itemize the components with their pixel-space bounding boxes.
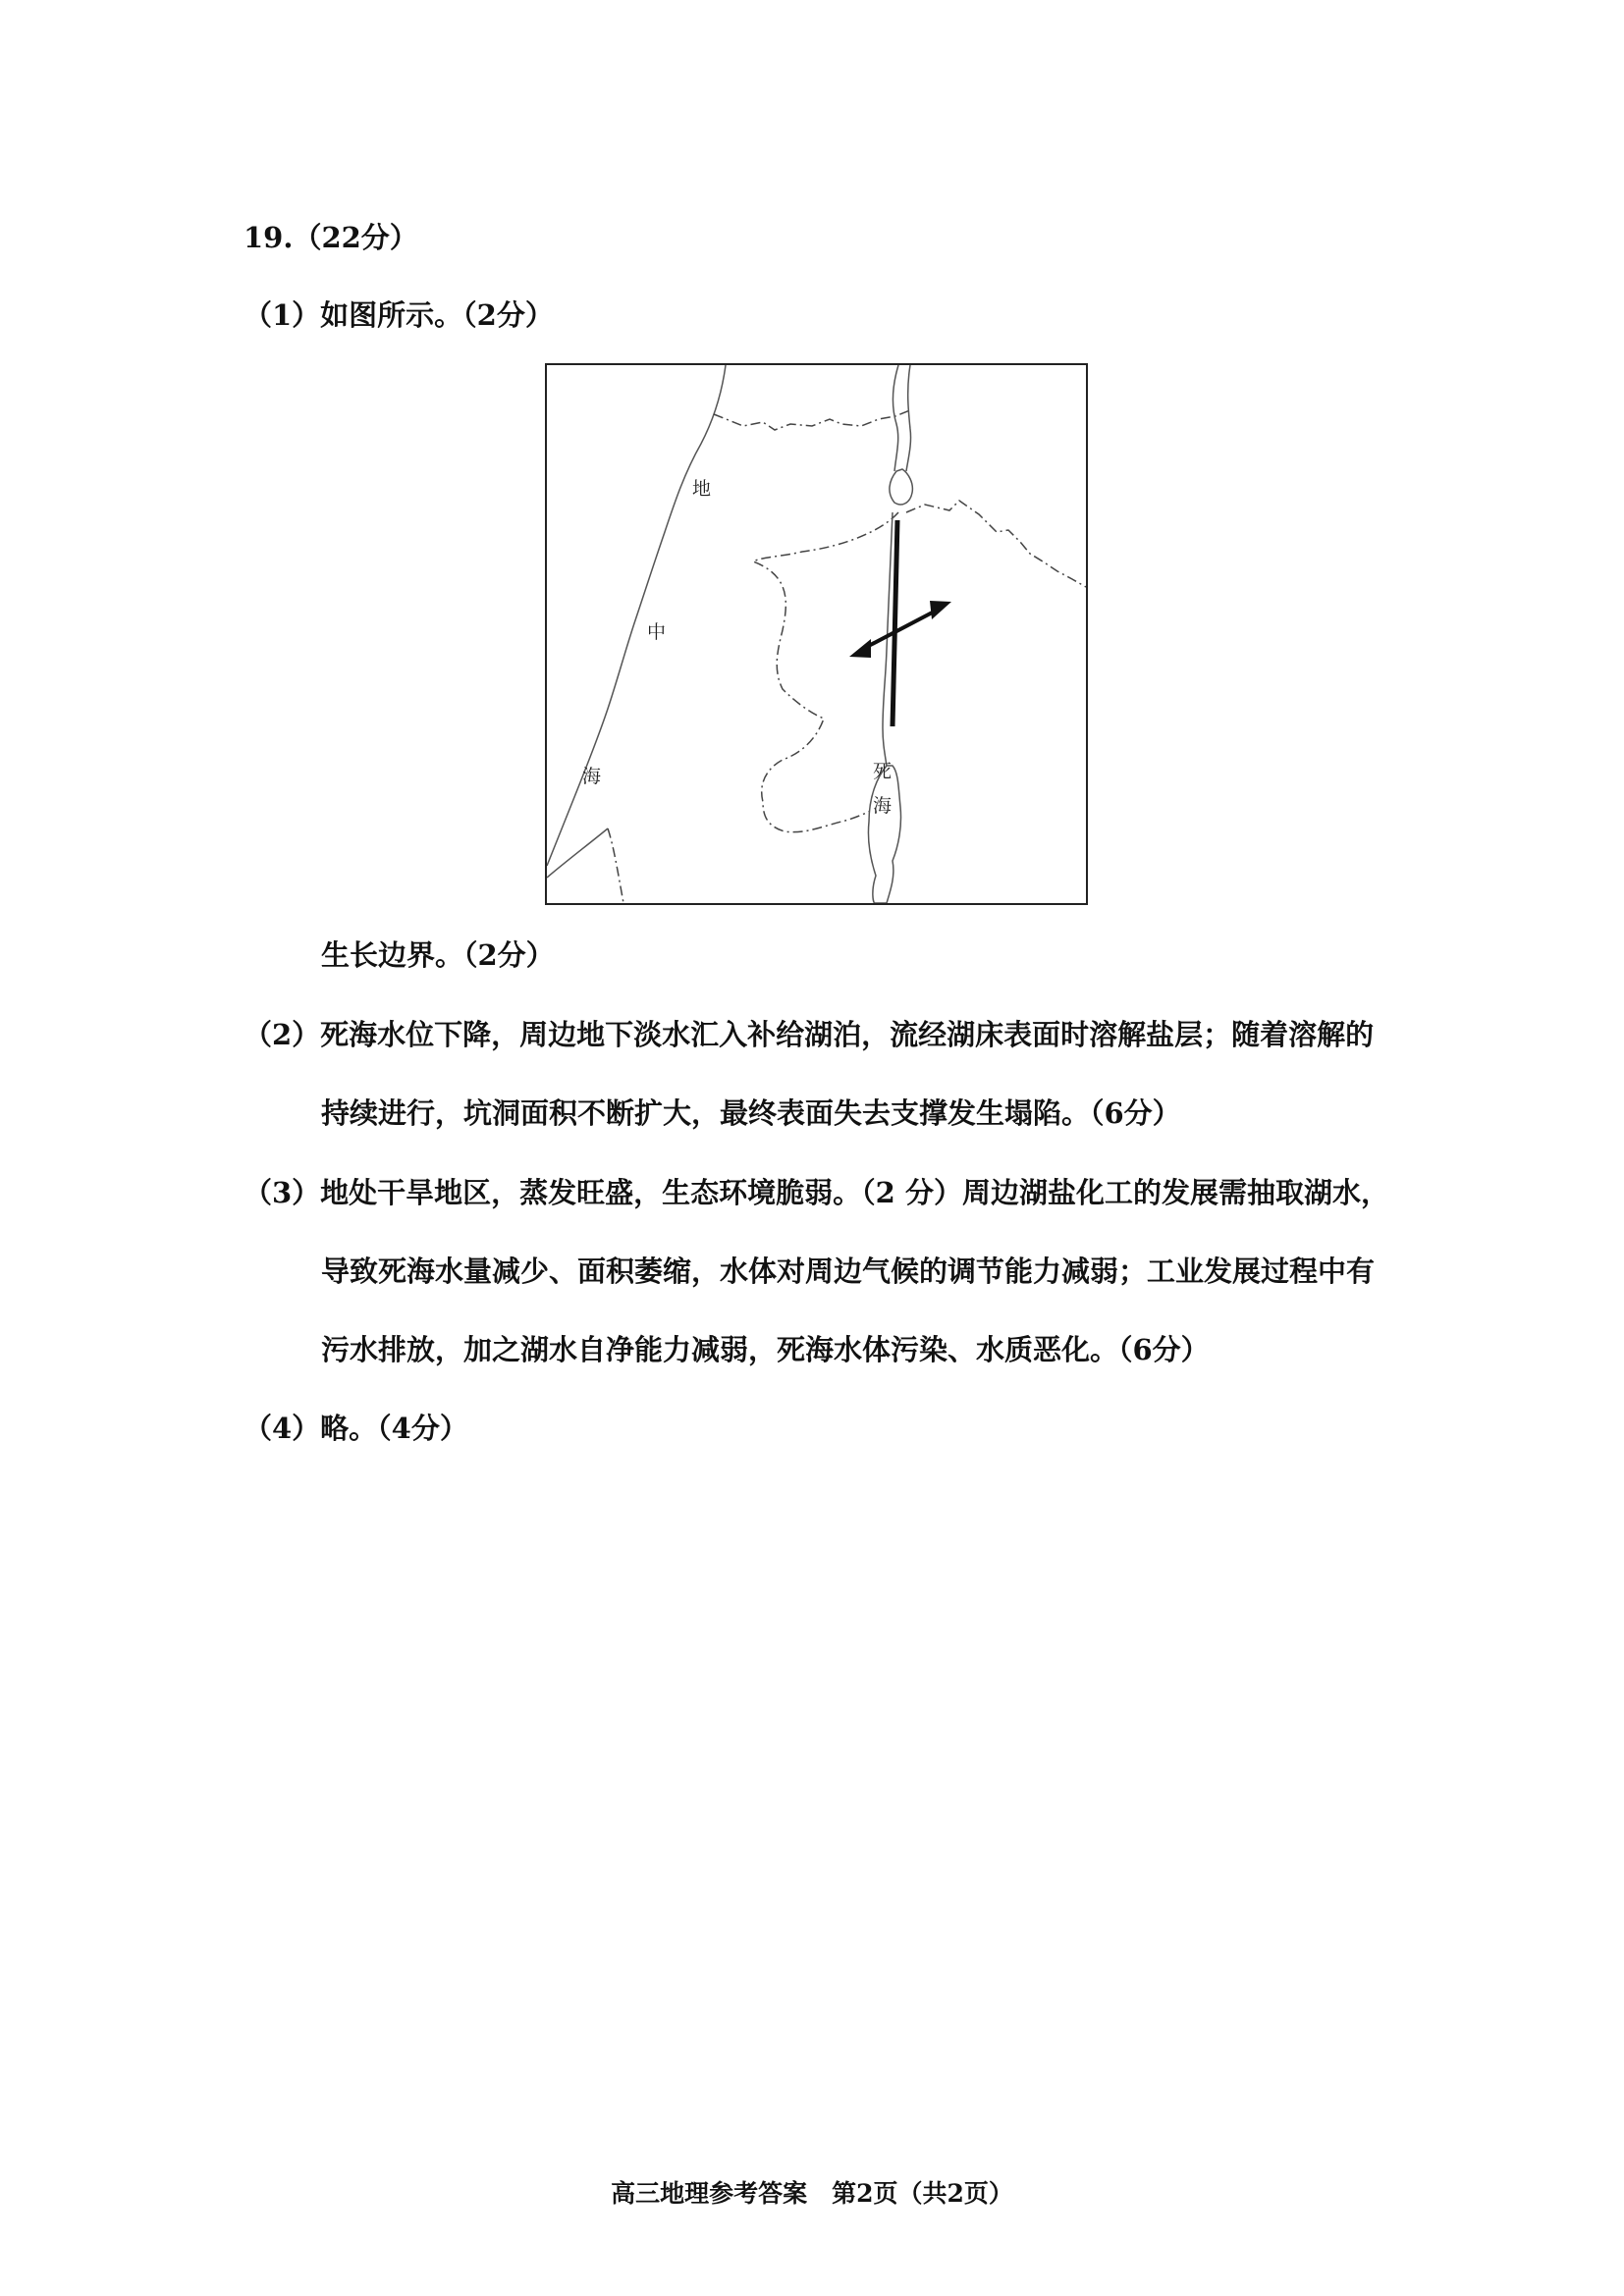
coastline-south	[547, 828, 608, 878]
part3-line1: （3）地处干旱地区，蒸发旺盛，生态环境脆弱。（2 分）周边湖盐化工的发展需抽取湖水，	[244, 1176, 1389, 1209]
part4-text: （4）略。（4分）	[244, 1412, 468, 1445]
border-north	[714, 409, 912, 430]
border-east	[906, 501, 1086, 587]
dead-sea-outline	[868, 766, 900, 903]
question-header: 19.（22分）	[244, 221, 418, 254]
double-arrow	[861, 609, 940, 650]
boundary-line	[893, 520, 897, 726]
sea-label-1: 地	[692, 478, 712, 500]
border-southwest	[608, 828, 623, 903]
part1-text: （1）如图所示。（2分）	[244, 298, 554, 332]
part1-after-map: 生长边界。（2分）	[321, 938, 555, 972]
part2-line2: 持续进行，坑洞面积不断扩大，最终表面失去支撑发生塌陷。（6分）	[321, 1096, 1181, 1130]
jordan-river-upper	[893, 365, 898, 471]
part3-line2: 导致死海水量减少、面积萎缩，水体对周边气候的调节能力减弱；工业发展过程中有	[321, 1255, 1376, 1288]
map-svg	[547, 365, 1086, 903]
arrow-head-right	[930, 601, 951, 619]
dead-sea-label-2: 海	[873, 795, 893, 817]
jordan-river-upper-2	[906, 365, 911, 471]
arrow-head-left	[849, 639, 871, 658]
sea-of-galilee	[890, 469, 912, 505]
sea-label-3: 海	[582, 766, 602, 787]
part2-line1: （2）死海水位下降，周边地下淡水汇入补给湖泊，流经湖床表面时溶解盐层；随着溶解的	[244, 1018, 1375, 1051]
sea-label-2: 中	[647, 621, 667, 643]
part3-line3: 污水排放，加之湖水自净能力减弱，死海水体污染、水质恶化。（6分）	[321, 1333, 1210, 1366]
page-footer: 高三地理参考答案 第2页（共2页）	[611, 2179, 1013, 2208]
dead-sea-label-1: 死	[873, 761, 893, 782]
coastline	[547, 365, 726, 866]
dead-sea-map	[545, 363, 1088, 905]
